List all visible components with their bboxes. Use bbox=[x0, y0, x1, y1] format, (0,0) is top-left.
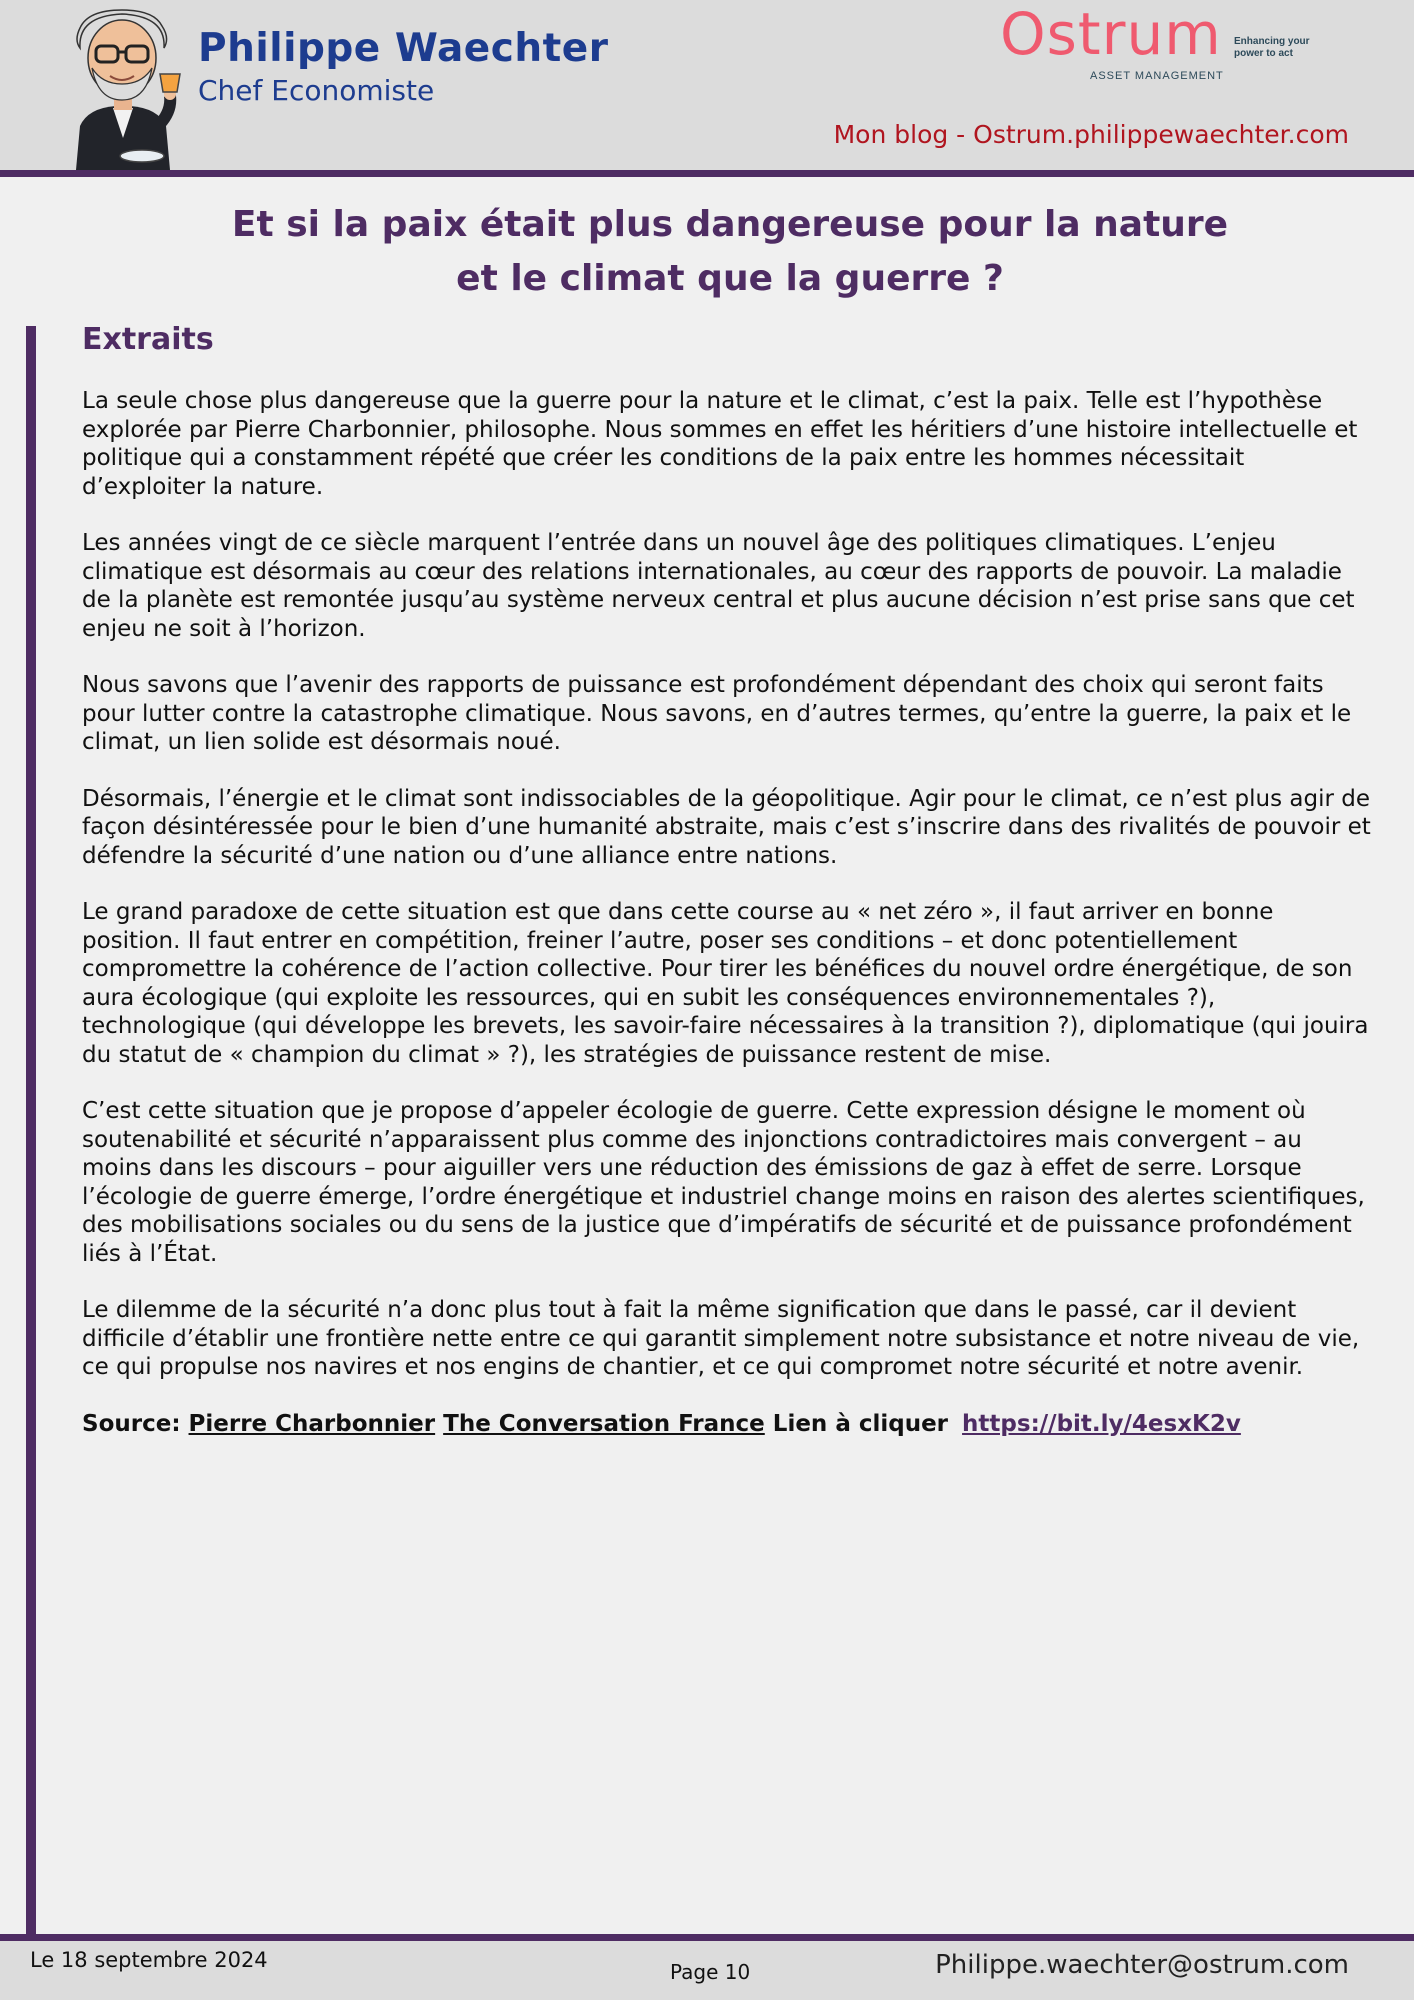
left-accent-bar bbox=[26, 326, 36, 1936]
ostrum-logo bbox=[1000, 0, 1330, 88]
page-number: Page 10 bbox=[670, 1960, 751, 1984]
footer-email[interactable]: Philippe.waechter@ostrum.com bbox=[935, 1950, 1349, 1980]
section-heading: Extraits bbox=[82, 322, 214, 357]
paragraph: Les années vingt de ce siècle marquent l’entrée dans un nouvel âge des politiques climatiques. L’enjeu climatique est désormais au cœur des relations internationales, au cœur des rapports de pouvoir. La maladie de la planète est remontée jusqu’au système nerveux central et plus aucune décision n’est prise sans que cet enjeu ne soit à l’horizon. bbox=[82, 530, 1355, 642]
paragraph: Le grand paradoxe de cette situation est que dans cette course au « net zéro », il faut arriver en bonne position. Il faut entrer en compétition, freiner l’autre, poser ses conditions – et donc potentiellement compromettre la cohérence de l’action collective. Pour tirer les bénéfices du nouvel ordre énergétique, de son aura écologique (qui exploite les ressources, qui en subit les conséquences environnementales ?), technologique (qui développe les brevets, les savoir-faire nécessaires à la transition ?), diplomatique (qui jouira du statut de « champion du climat » ?), les stratégies de puissance restent de mise. bbox=[82, 899, 1369, 1068]
paragraph: Désormais, l’énergie et le climat sont indissociables de la géopolitique. Agir pour le climat, ce n’est plus agir de façon désintéressée pour le bien d’une humanité abstraite, mais c’est s’inscrire dans des rivalités de pouvoir et défendre la sécurité d’une nation ou d’une alliance entre nations. bbox=[82, 785, 1371, 869]
article-body bbox=[82, 387, 1372, 1438]
footer-date: Le 18 septembre 2024 bbox=[30, 1948, 268, 1972]
title-line-2: et le climat que la guerre ? bbox=[456, 258, 1004, 299]
paragraph: Nous savons que l’avenir des rapports de puissance est profondément dépendant des choix qui seront faits pour lutter contre la catastrophe climatique. Nous savons, en d’autres termes, qu’entre la guerre, la paix et le climat, un lien solide est désormais noué. bbox=[82, 672, 1352, 755]
author-name: Philippe Waechter bbox=[198, 26, 609, 71]
source-author[interactable]: Pierre Charbonnier bbox=[188, 1410, 436, 1437]
logo-tagline: Enhancing your power to act bbox=[1234, 36, 1310, 59]
article-title bbox=[100, 198, 1360, 306]
footer-divider bbox=[0, 1934, 1414, 1941]
blog-link[interactable]: Mon blog - Ostrum.philippewaechter.com bbox=[833, 120, 1349, 149]
logo-subtitle: ASSET MANAGEMENT bbox=[1090, 70, 1224, 82]
source-line bbox=[82, 1410, 1372, 1439]
paragraph: Le dilemme de la sécurité n’a donc plus tout à fait la même signification que dans le passé, car il devient difficile d’établir une frontière nette entre ce qui garantit simplement notre subsistance et notre niveau de vie, ce qui propulse nos navires et nos engins de chantier, et ce qui compromet notre sécurité et notre avenir. bbox=[82, 1297, 1360, 1380]
author-avatar bbox=[58, 8, 188, 170]
logo-wordmark: Ostrum bbox=[1000, 0, 1222, 68]
author-role: Chef Economiste bbox=[198, 74, 435, 107]
title-line-1: Et si la paix était plus dangereuse pour la nature bbox=[231, 204, 1229, 245]
source-label: Source: bbox=[82, 1410, 181, 1437]
source-publication[interactable]: The Conversation France bbox=[443, 1410, 765, 1437]
paragraph: La seule chose plus dangereuse que la guerre pour la nature et le climat, c’est la paix. Telle est l’hypothèse explorée par Pierre Charbonnier, philosophe. Nous sommes en effet les héritiers d’une histoire intellectuelle et politique qui a constamment répété que créer les conditions de la paix entre les hommes nécessitait d’exploiter la nature. bbox=[82, 388, 1358, 500]
source-link-label: Lien à cliquer bbox=[772, 1410, 949, 1437]
paragraph: C’est cette situation que je propose d’appeler écologie de guerre. Cette expression désigne le moment où soutenabilité et sécurité n’apparaissent plus comme des injonctions contradictoires mais convergent – au moins dans les discours – pour aiguiller vers une réduction des émissions de gaz à effet de serre. Lorsque l’écologie de guerre émerge, l’ordre énergétique et industriel change moins en raison des alertes scientifiques, des mobilisations sociales ou du sens de la justice que d’impératifs de sécurité et de puissance profondément liés à l’État. bbox=[82, 1098, 1365, 1267]
header-divider bbox=[0, 170, 1414, 177]
source-url-link[interactable]: https://bit.ly/4esxK2v bbox=[962, 1410, 1241, 1437]
